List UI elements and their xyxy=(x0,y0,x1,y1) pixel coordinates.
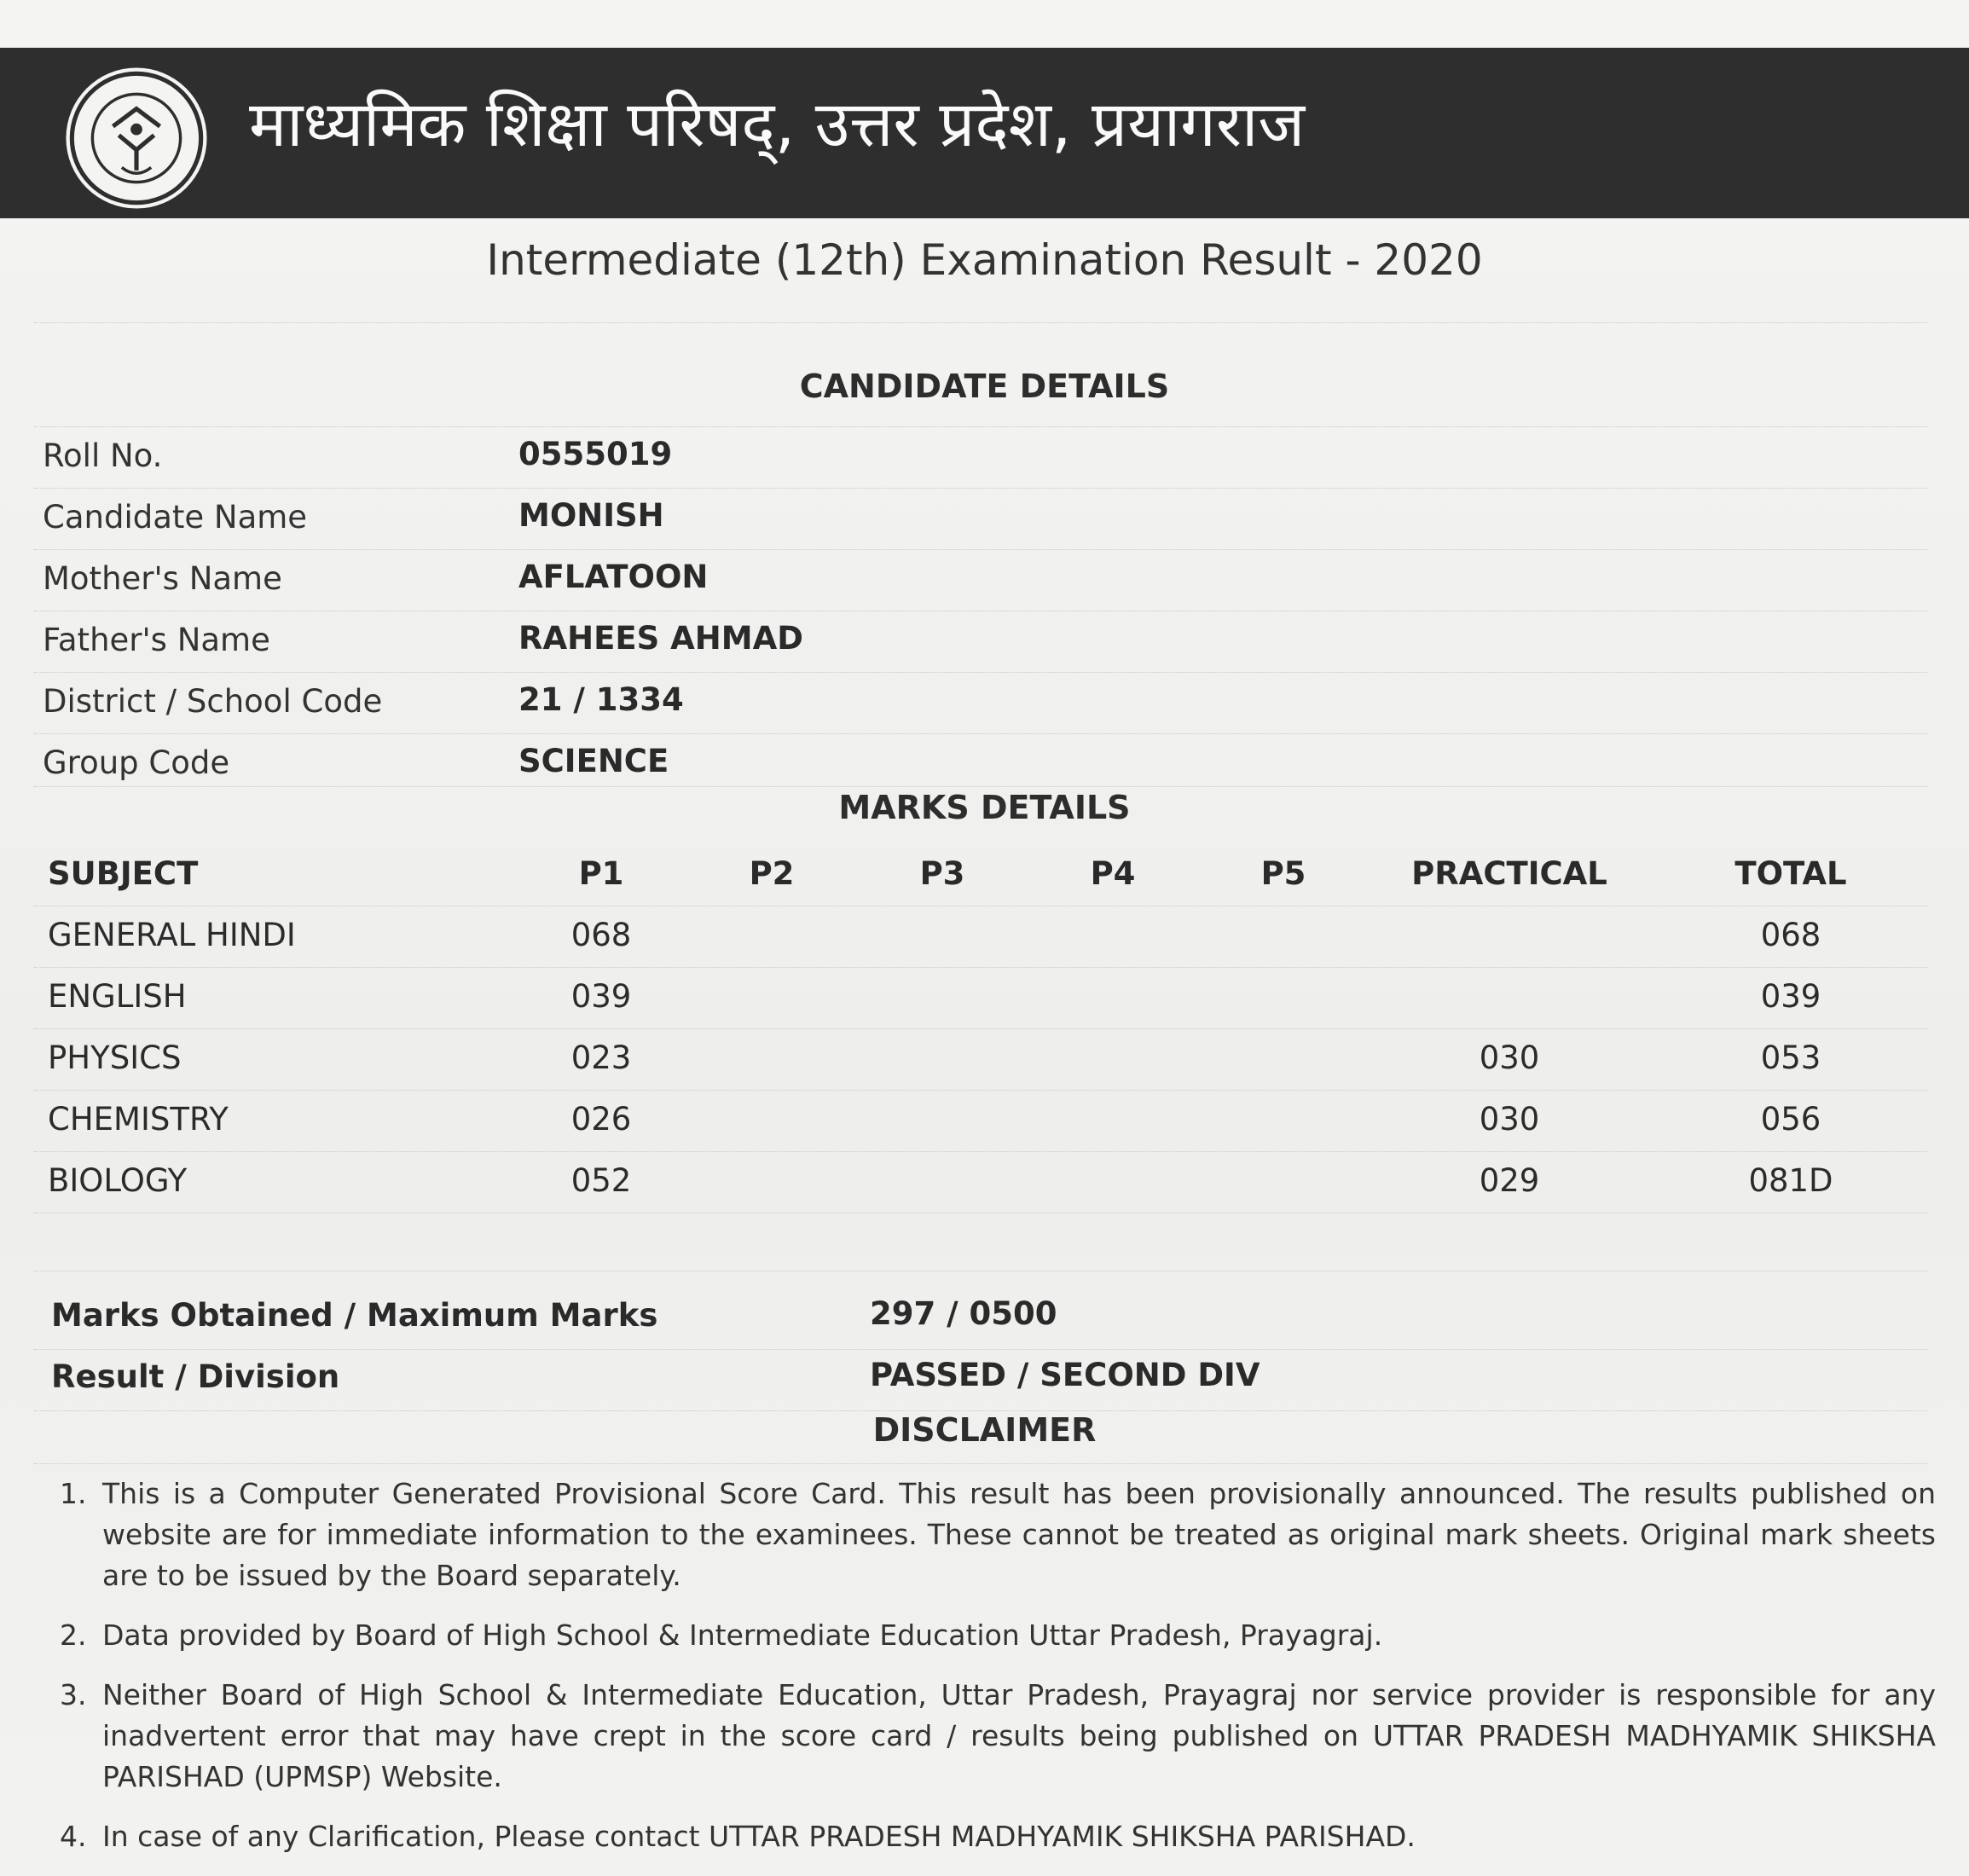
marks-obtained-row xyxy=(0,1288,1969,1349)
p1-cell: 026 xyxy=(570,1101,632,1138)
practical-cell: 029 xyxy=(1479,1162,1540,1199)
column-header-p5: P5 xyxy=(1260,855,1306,892)
detail-row-district-school-code xyxy=(0,672,1969,733)
detail-value: 0555019 xyxy=(518,436,673,472)
column-header-p1: P1 xyxy=(578,855,624,892)
disclaimer-list xyxy=(60,1474,1936,1876)
divider xyxy=(34,1463,1927,1464)
marks-obtained-label: Marks Obtained / Maximum Marks xyxy=(51,1297,658,1334)
detail-row-candidate-name xyxy=(0,488,1969,549)
total-cell: 039 xyxy=(1760,978,1821,1015)
detail-label: Father's Name xyxy=(43,622,270,658)
list-item-number: 4. xyxy=(60,1820,87,1853)
marks-obtained-value: 297 / 0500 xyxy=(870,1295,1057,1332)
table-row xyxy=(0,1151,1969,1213)
practical-cell: 030 xyxy=(1479,1101,1540,1138)
detail-row-fathers-name xyxy=(0,611,1969,672)
result-division-label: Result / Division xyxy=(51,1358,340,1395)
p1-cell: 052 xyxy=(570,1162,632,1199)
table-row xyxy=(0,1028,1969,1090)
total-cell: 081D xyxy=(1748,1162,1833,1199)
total-cell: 053 xyxy=(1760,1039,1821,1076)
result-division-value: PASSED / SECOND DIV xyxy=(870,1357,1260,1393)
result-division-row xyxy=(0,1349,1969,1410)
table-row xyxy=(0,1090,1969,1151)
list-item-number: 2. xyxy=(60,1618,87,1652)
total-cell: 068 xyxy=(1760,917,1821,953)
list-item-text: In case of any Clarification, Please contact UTTAR PRADESH MADHYAMIK SHIKSHA PARISHAD. xyxy=(102,1820,1416,1853)
subject-cell: GENERAL HINDI xyxy=(48,917,296,953)
p1-cell: 039 xyxy=(570,978,632,1015)
list-item xyxy=(60,1474,1936,1596)
table-row xyxy=(0,967,1969,1028)
list-item xyxy=(60,1675,1936,1798)
candidate-details-heading: CANDIDATE DETAILS xyxy=(799,368,1170,405)
list-item-text: Data provided by Board of High School & Intermediate Education Uttar Pradesh, Prayagraj. xyxy=(102,1618,1383,1652)
detail-value: 21 / 1334 xyxy=(518,681,684,718)
page-title: Intermediate (12th) Examination Result - 2020 xyxy=(486,235,1483,285)
detail-value: SCIENCE xyxy=(518,743,669,779)
detail-value: RAHEES AHMAD xyxy=(518,620,803,657)
list-item xyxy=(60,1816,1936,1857)
marks-details-heading: MARKS DETAILS xyxy=(838,789,1131,826)
board-seal-icon xyxy=(63,65,210,211)
subject-cell: ENGLISH xyxy=(48,978,187,1015)
detail-label: Candidate Name xyxy=(43,499,308,536)
total-cell: 056 xyxy=(1760,1101,1821,1138)
column-header-p2: P2 xyxy=(749,855,795,892)
column-header-p4: P4 xyxy=(1090,855,1136,892)
detail-value: AFLATOON xyxy=(518,559,709,595)
detail-label: Roll No. xyxy=(43,437,163,474)
list-item-number: 3. xyxy=(60,1678,87,1711)
board-name: माध्यमिक शिक्षा परिषद्, उत्तर प्रदेश, प्रयागराज xyxy=(249,88,1306,161)
detail-row-mothers-name xyxy=(0,549,1969,611)
list-item-text: This is a Computer Generated Provisional Score Card. This result has been provisionally announced. The results published on website are for immediate information to the examinees. These cannot be treated as original mark sheets. Original mark sheets are to be issued by the Board separately. xyxy=(102,1477,1936,1592)
subject-cell: CHEMISTRY xyxy=(48,1101,229,1138)
column-header-p3: P3 xyxy=(919,855,965,892)
detail-row-roll-no xyxy=(0,426,1969,488)
detail-label: Group Code xyxy=(43,744,230,781)
detail-value: MONISH xyxy=(518,497,664,534)
practical-cell: 030 xyxy=(1479,1039,1540,1076)
column-header-practical: PRACTICAL xyxy=(1411,855,1607,892)
list-item xyxy=(60,1615,1936,1656)
table-row xyxy=(0,906,1969,967)
disclaimer-heading: DISCLAIMER xyxy=(872,1411,1097,1449)
divider xyxy=(34,322,1927,323)
column-header-total: TOTAL xyxy=(1734,855,1847,892)
column-header-subject: SUBJECT xyxy=(48,855,199,892)
list-item-text: Neither Board of High School & Intermediate Education, Uttar Pradesh, Prayagraj nor service provider is responsible for any inadvertent error that may have crept in the score card / results being published on UTTAR PRADESH MADHYAMIK SHIKSHA PARISHAD (UPMSP) Website. xyxy=(102,1678,1936,1793)
subject-cell: BIOLOGY xyxy=(48,1162,188,1199)
detail-label: District / School Code xyxy=(43,683,383,720)
list-item-number: 1. xyxy=(60,1477,87,1510)
subject-cell: PHYSICS xyxy=(48,1039,182,1076)
p1-cell: 068 xyxy=(570,917,632,953)
detail-label: Mother's Name xyxy=(43,560,282,597)
p1-cell: 023 xyxy=(570,1039,632,1076)
marks-table-header xyxy=(0,844,1969,906)
